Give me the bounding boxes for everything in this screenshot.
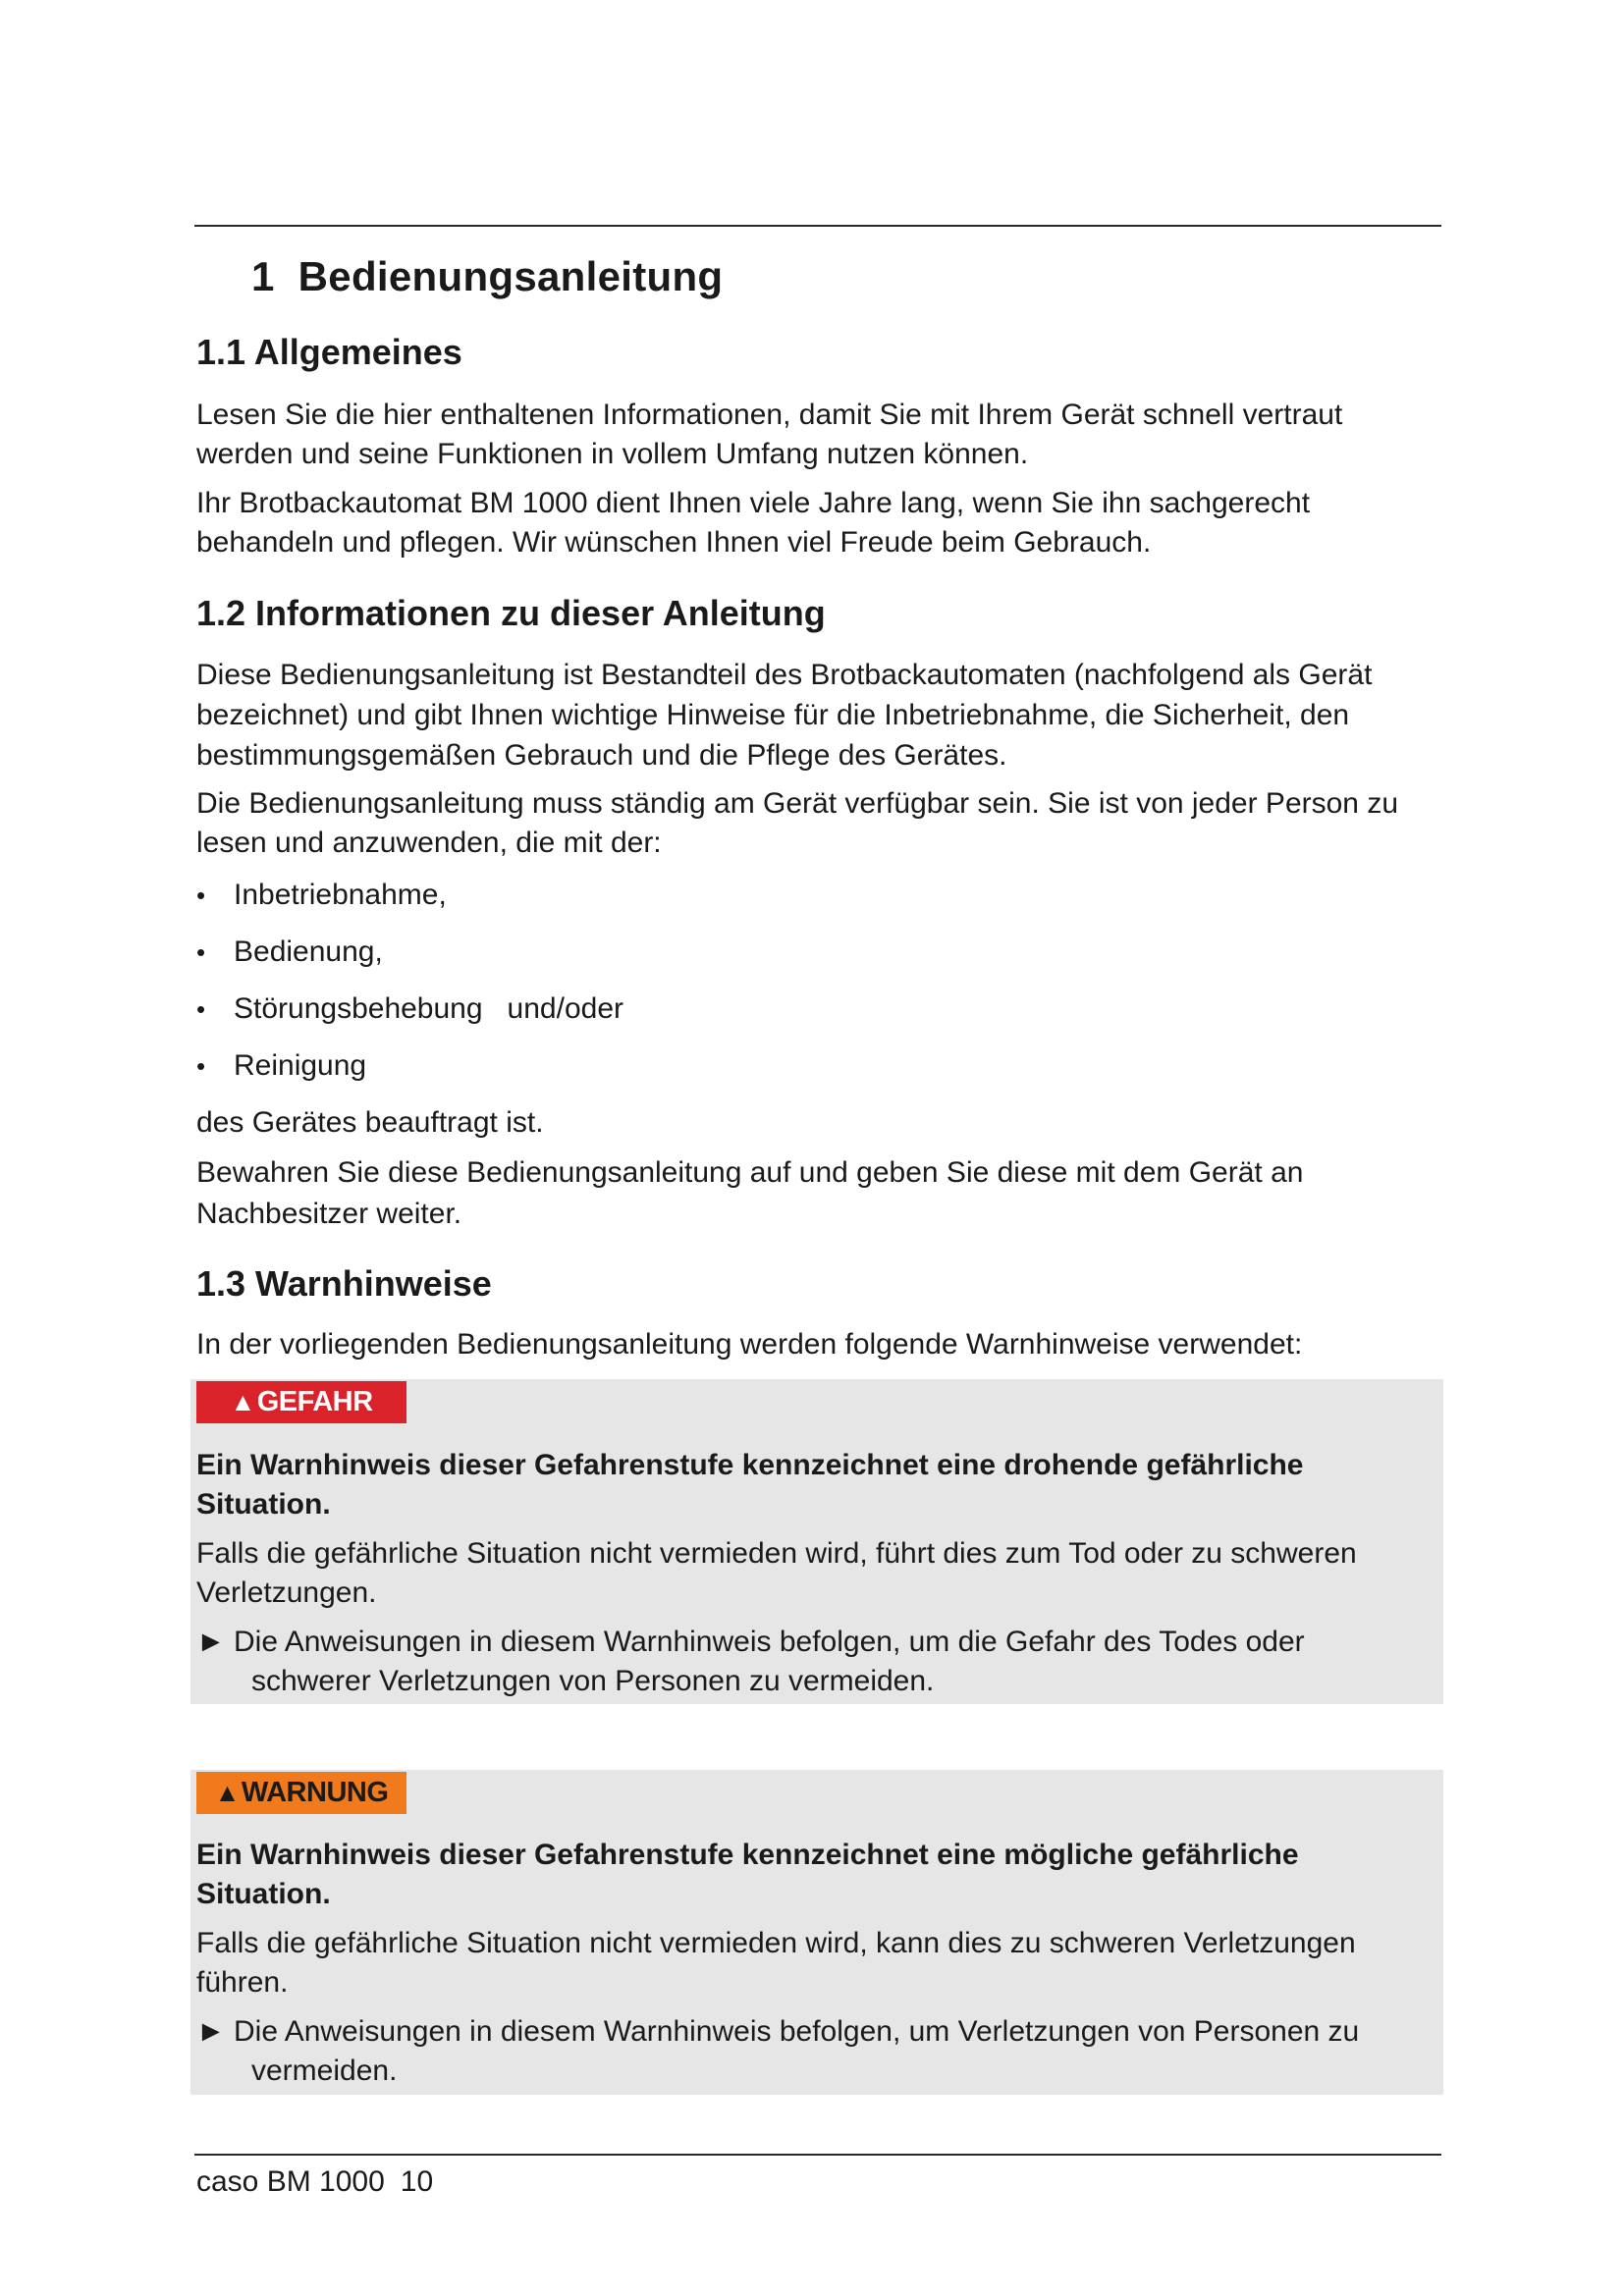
footer-model: caso BM 1000 — [196, 2165, 385, 2198]
section-heading-allgemeines: 1.1 Allgemeines — [196, 332, 462, 372]
list-item: • Bedienung, — [196, 935, 383, 968]
chapter-title-text: Bedienungsanleitung — [298, 253, 724, 299]
section-heading-warnhinweise: 1.3 Warnhinweise — [196, 1263, 492, 1304]
chapter-number: 1 — [251, 253, 275, 299]
arrow-right-icon: ► — [196, 2015, 226, 2048]
danger-title: Ein Warnhinweis dieser Gefahrenstufe kennzeichnet eine drohende gefährliche Situation. — [196, 1449, 1304, 1521]
list-item: • Reinigung — [196, 1049, 367, 1082]
paragraph: Ihr Brotbackautomat BM 1000 dient Ihnen viele Jahre lang, wenn Sie ihn sachgerecht behandeln und pflegen. Wir wünschen Ihnen viel Freude beim Gebrauch. — [196, 487, 1311, 559]
danger-signal-label: ▲ GEFAHR — [196, 1381, 406, 1423]
warning-triangle-icon: ▲ — [230, 1387, 255, 1416]
list-item: • Inbetriebnahme, — [196, 879, 447, 911]
paragraph: Diese Bedienungsanleitung ist Bestandteil des Brotbackautomaten (nachfolgend als Gerät bezeichnet) und gibt Ihnen wichtige Hinweise für die Inbetriebnahme, die Sicherheit, den bestimmungsgemäßen Gebrauch und die Pflege des Gerätes. — [196, 659, 1373, 772]
page-number: 10 — [400, 2165, 434, 2198]
danger-text: Falls die gefährliche Situation nicht vermieden wird, führt dies zum Tod oder zu schweren Verletzungen. — [196, 1537, 1357, 1609]
warning-text: Falls die gefährliche Situation nicht vermieden wird, kann dies zu schweren Verletzungen führen. — [196, 1927, 1356, 1999]
paragraph: In der vorliegenden Bedienungsanleitung werden folgende Warnhinweise verwendet: — [196, 1328, 1303, 1361]
bullet-icon: • — [196, 881, 206, 910]
warning-notice — [190, 1770, 1443, 2095]
paragraph: Die Bedienungsanleitung muss ständig am Gerät verfügbar sein. Sie ist von jeder Person zu lesen und anzuwenden, die mit der: — [196, 787, 1399, 859]
danger-instruction: ► Die Anweisungen in diesem Warnhinweis befolgen, um die Gefahr des Todes oder schwerer Verletzungen von Personen zu vermeiden. — [196, 1623, 1424, 1701]
paragraph: Lesen Sie die hier enthaltenen Informationen, damit Sie mit Ihrem Gerät schnell vertraut werden und seine Funktionen in vollem Umfang nutzen können. — [196, 399, 1343, 470]
arrow-right-icon: ► — [196, 1626, 226, 1658]
paragraph: Bewahren Sie diese Bedienungsanleitung auf und geben Sie diese mit dem Gerät an Nachbesitzer weiter. — [196, 1156, 1304, 1230]
warning-triangle-icon: ▲ — [214, 1778, 240, 1807]
danger-notice — [190, 1379, 1443, 1704]
bullet-icon: • — [196, 1051, 206, 1081]
header-rule — [194, 225, 1441, 227]
warning-title: Ein Warnhinweis dieser Gefahrenstufe kennzeichnet eine mögliche gefährliche Situation. — [196, 1839, 1299, 1910]
bullet-icon: • — [196, 937, 206, 967]
footer-rule — [194, 2154, 1441, 2156]
section-heading-informationen: 1.2 Informationen zu dieser Anleitung — [196, 593, 826, 633]
warning-instruction: ► Die Anweisungen in diesem Warnhinweis befolgen, um Verletzungen von Personen zu vermeiden. — [196, 2012, 1424, 2091]
chapter-title — [251, 253, 723, 300]
list-item: • Störungsbehebung und/oder — [196, 992, 623, 1025]
page-footer — [196, 2165, 433, 2199]
paragraph: des Gerätes beauftragt ist. — [196, 1106, 544, 1139]
warning-signal-label: ▲ WARNUNG — [196, 1772, 406, 1814]
bullet-icon: • — [196, 994, 206, 1024]
